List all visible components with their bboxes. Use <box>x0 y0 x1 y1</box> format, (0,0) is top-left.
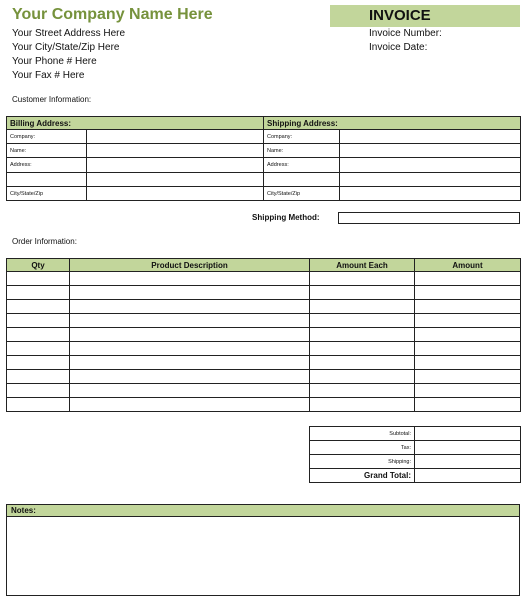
qty-cell[interactable] <box>7 342 70 356</box>
customer-info-label: Customer Information: <box>12 95 92 104</box>
amount-each-cell[interactable] <box>310 342 415 356</box>
description-cell[interactable] <box>70 272 310 286</box>
description-cell[interactable] <box>70 286 310 300</box>
shipping-field[interactable] <box>415 455 521 469</box>
tax-label: Tax: <box>310 441 415 455</box>
qty-cell[interactable] <box>7 370 70 384</box>
qty-cell[interactable] <box>7 328 70 342</box>
invoice-date-label: Invoice Date: <box>369 42 428 53</box>
qty-cell[interactable] <box>7 398 70 412</box>
billing-address2-field[interactable] <box>87 173 264 187</box>
description-cell[interactable] <box>70 300 310 314</box>
description-cell[interactable] <box>70 356 310 370</box>
order-row <box>7 272 521 286</box>
shipping-address2-label <box>264 173 340 187</box>
shipping-address-label: Address: <box>264 158 340 173</box>
qty-cell[interactable] <box>7 356 70 370</box>
company-name: Your Company Name Here <box>12 6 213 23</box>
description-cell[interactable] <box>70 342 310 356</box>
amount-each-cell[interactable] <box>310 286 415 300</box>
billing-address-label: Address: <box>7 158 87 173</box>
order-row <box>7 342 521 356</box>
shipping-city-field[interactable] <box>340 187 521 201</box>
invoice-number-label: Invoice Number: <box>369 28 442 39</box>
subtotal-label: Subtotal: <box>310 427 415 441</box>
shipping-method-label: Shipping Method: <box>252 213 320 222</box>
billing-city-field[interactable] <box>87 187 264 201</box>
order-row <box>7 356 521 370</box>
amount-cell[interactable] <box>415 272 521 286</box>
amount-cell[interactable] <box>415 328 521 342</box>
company-fax: Your Fax # Here <box>12 70 85 81</box>
description-cell[interactable] <box>70 328 310 342</box>
amount-cell[interactable] <box>415 370 521 384</box>
description-cell[interactable] <box>70 314 310 328</box>
description-header: Product Description <box>70 259 310 272</box>
order-row <box>7 300 521 314</box>
qty-header: Qty <box>7 259 70 272</box>
order-row <box>7 286 521 300</box>
order-row <box>7 398 521 412</box>
shipping-name-field[interactable] <box>340 144 521 158</box>
amount-cell[interactable] <box>415 300 521 314</box>
invoice-title: INVOICE <box>330 5 520 27</box>
totals-table <box>309 426 521 483</box>
shipping-company-label: Company: <box>264 130 340 144</box>
billing-name-field[interactable] <box>87 144 264 158</box>
order-row <box>7 314 521 328</box>
amount-each-cell[interactable] <box>310 356 415 370</box>
billing-company-field[interactable] <box>87 130 264 144</box>
company-phone: Your Phone # Here <box>12 56 97 67</box>
notes-box[interactable] <box>6 504 520 596</box>
grand-total-label: Grand Total: <box>310 469 415 483</box>
shipping-address-header: Shipping Address: <box>264 117 521 130</box>
amount-each-cell[interactable] <box>310 384 415 398</box>
grand-total-field[interactable] <box>415 469 521 483</box>
amount-cell[interactable] <box>415 398 521 412</box>
notes-header: Notes: <box>7 505 519 517</box>
billing-city-label: City/State/Zip <box>7 187 87 201</box>
company-city: Your City/State/Zip Here <box>12 42 120 53</box>
qty-cell[interactable] <box>7 384 70 398</box>
order-table <box>6 258 521 412</box>
billing-address-header: Billing Address: <box>7 117 264 130</box>
subtotal-field[interactable] <box>415 427 521 441</box>
amount-each-cell[interactable] <box>310 398 415 412</box>
amount-each-cell[interactable] <box>310 272 415 286</box>
shipping-label: Shipping: <box>310 455 415 469</box>
amount-each-header: Amount Each <box>310 259 415 272</box>
company-street: Your Street Address Here <box>12 28 126 39</box>
amount-each-cell[interactable] <box>310 300 415 314</box>
tax-field[interactable] <box>415 441 521 455</box>
amount-header: Amount <box>415 259 521 272</box>
shipping-company-field[interactable] <box>340 130 521 144</box>
description-cell[interactable] <box>70 370 310 384</box>
order-row <box>7 370 521 384</box>
shipping-name-label: Name: <box>264 144 340 158</box>
qty-cell[interactable] <box>7 286 70 300</box>
amount-cell[interactable] <box>415 384 521 398</box>
address-table <box>6 116 521 201</box>
shipping-address2-field[interactable] <box>340 173 521 187</box>
order-row <box>7 328 521 342</box>
order-info-label: Order Information: <box>12 237 77 246</box>
amount-each-cell[interactable] <box>310 370 415 384</box>
amount-cell[interactable] <box>415 314 521 328</box>
shipping-city-label: City/State/Zip <box>264 187 340 201</box>
billing-address-field[interactable] <box>87 158 264 173</box>
qty-cell[interactable] <box>7 314 70 328</box>
qty-cell[interactable] <box>7 272 70 286</box>
description-cell[interactable] <box>70 398 310 412</box>
billing-name-label: Name: <box>7 144 87 158</box>
amount-cell[interactable] <box>415 286 521 300</box>
shipping-address-field[interactable] <box>340 158 521 173</box>
shipping-method-field[interactable] <box>338 212 520 224</box>
amount-cell[interactable] <box>415 342 521 356</box>
amount-each-cell[interactable] <box>310 314 415 328</box>
amount-each-cell[interactable] <box>310 328 415 342</box>
order-row <box>7 384 521 398</box>
amount-cell[interactable] <box>415 356 521 370</box>
billing-company-label: Company: <box>7 130 87 144</box>
qty-cell[interactable] <box>7 300 70 314</box>
description-cell[interactable] <box>70 384 310 398</box>
billing-address2-label <box>7 173 87 187</box>
